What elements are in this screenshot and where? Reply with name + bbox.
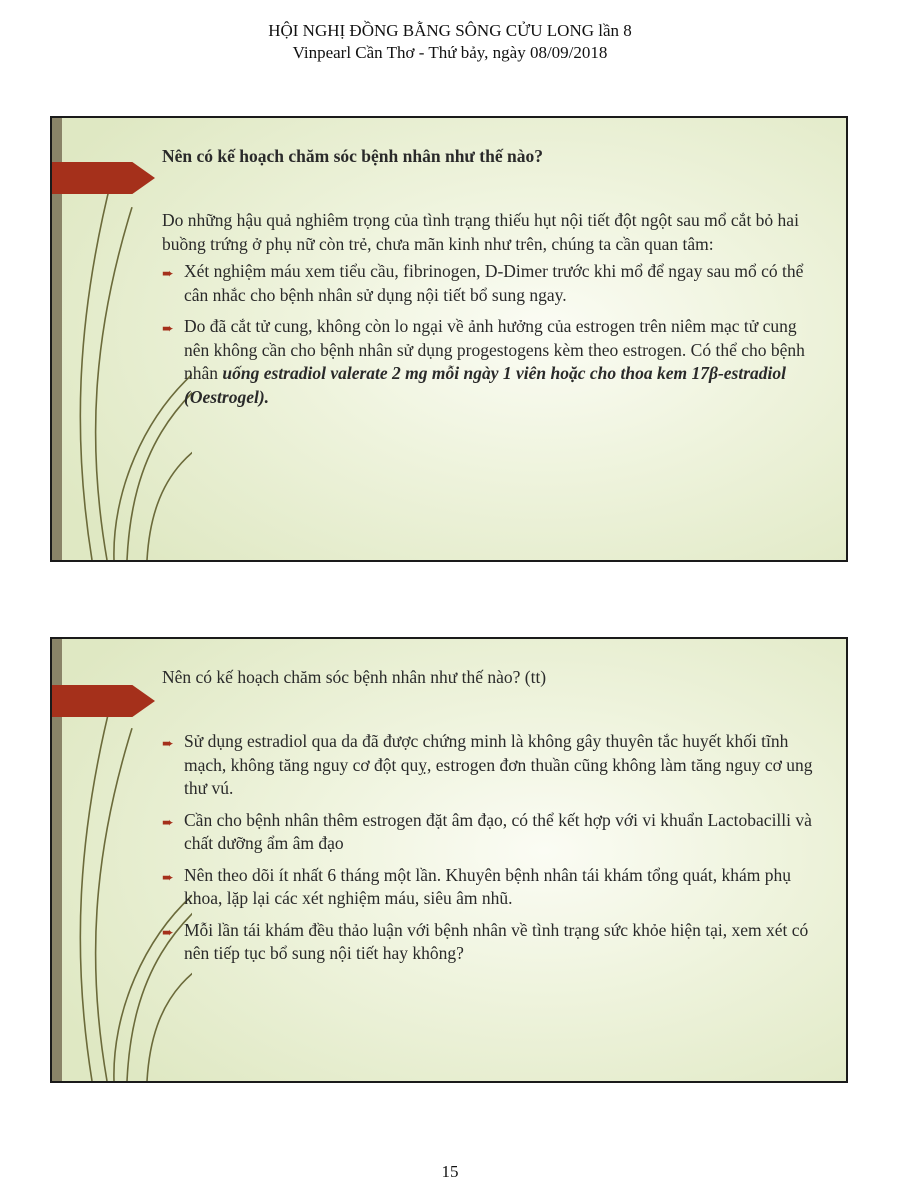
- arrow-bullet-icon: ➨: [162, 815, 174, 831]
- bullet-text: Cần cho bệnh nhân thêm estrogen đặt âm đạo, có thể kết hợp với vi khuẩn Lactobacilli và chất dưỡng ẩm âm đạo: [184, 809, 812, 853]
- arrow-bullet-icon: ➨: [162, 925, 174, 941]
- slide-1: [50, 116, 848, 562]
- list-item: [162, 864, 822, 911]
- list-item: [162, 809, 822, 856]
- arrow-bullet-icon: ➨: [162, 267, 174, 282]
- slide-2-title: Nên có kế hoạch chăm sóc bệnh nhân như thế nào? (tt): [162, 667, 547, 687]
- list-item: [162, 260, 822, 307]
- header-conference-title: HỘI NGHỊ ĐỒNG BẰNG SÔNG CỬU LONG lần 8: [268, 21, 632, 40]
- list-item: [162, 730, 822, 801]
- slide-2: [50, 637, 848, 1083]
- page-header: [0, 20, 900, 64]
- arrow-bullet-icon: ➨: [162, 322, 174, 337]
- slide-1-intro: Do những hậu quả nghiêm trọng của tình trạng thiếu hụt nội tiết đột ngột sau mổ cắt bỏ hai buồng trứng ở phụ nữ còn trẻ, chưa mãn kinh như trên, chúng ta cần quan tâm:: [162, 210, 799, 254]
- bullet-text: Mỗi lần tái khám đều thảo luận với bệnh nhân về tình trạng sức khỏe hiện tại, xem xét có nên tiếp tục bổ sung nội tiết hay không?: [184, 919, 809, 963]
- bullet-text: Nên theo dõi ít nhất 6 tháng một lần. Khuyên bệnh nhân tái khám tổng quát, khám phụ khoa, lặp lại các xét nghiệm máu, siêu âm nhũ.: [184, 864, 792, 908]
- page-number: 15: [441, 1162, 459, 1181]
- arrow-bullet-icon: ➨: [162, 737, 174, 752]
- bullet-text: Xét nghiệm máu xem tiểu cầu, fibrinogen, D-Dimer trước khi mổ để ngay sau mổ có thể cân nhắc cho bệnh nhân sử dụng nội tiết bổ sung ngay.: [184, 261, 804, 305]
- list-item: [162, 919, 822, 966]
- slide-1-title: Nên có kế hoạch chăm sóc bệnh nhân như thế nào?: [162, 146, 543, 166]
- arrow-bullet-icon: ➨: [162, 870, 174, 886]
- bullet-text: Do đã cắt tử cung, không còn lo ngại về ảnh hưởng của estrogen trên niêm mạc tử cung nên không cần cho bệnh nhân sử dụng progestogens kèm theo estrogen. Có thể cho bệnh nhân: [184, 316, 805, 383]
- list-item: [162, 315, 822, 409]
- bullet-text: Sử dụng estradiol qua da đã được chứng minh là không gây thuyên tắc huyết khối tĩnh mạch, không tăng nguy cơ đột quỵ, estrogen đơn thuần cũng không làm tăng nguy cơ ung thư vú.: [184, 731, 813, 798]
- header-venue-date: Vinpearl Cần Thơ - Thứ bảy, ngày 08/09/2018: [292, 43, 608, 62]
- slide-1-content: [162, 209, 822, 417]
- slide-2-content: [162, 730, 822, 974]
- bullet-emphasis: uống estradiol valerate 2 mg mỗi ngày 1 viên hoặc cho thoa kem 17β-estradiol (Oestrogel).: [184, 363, 787, 407]
